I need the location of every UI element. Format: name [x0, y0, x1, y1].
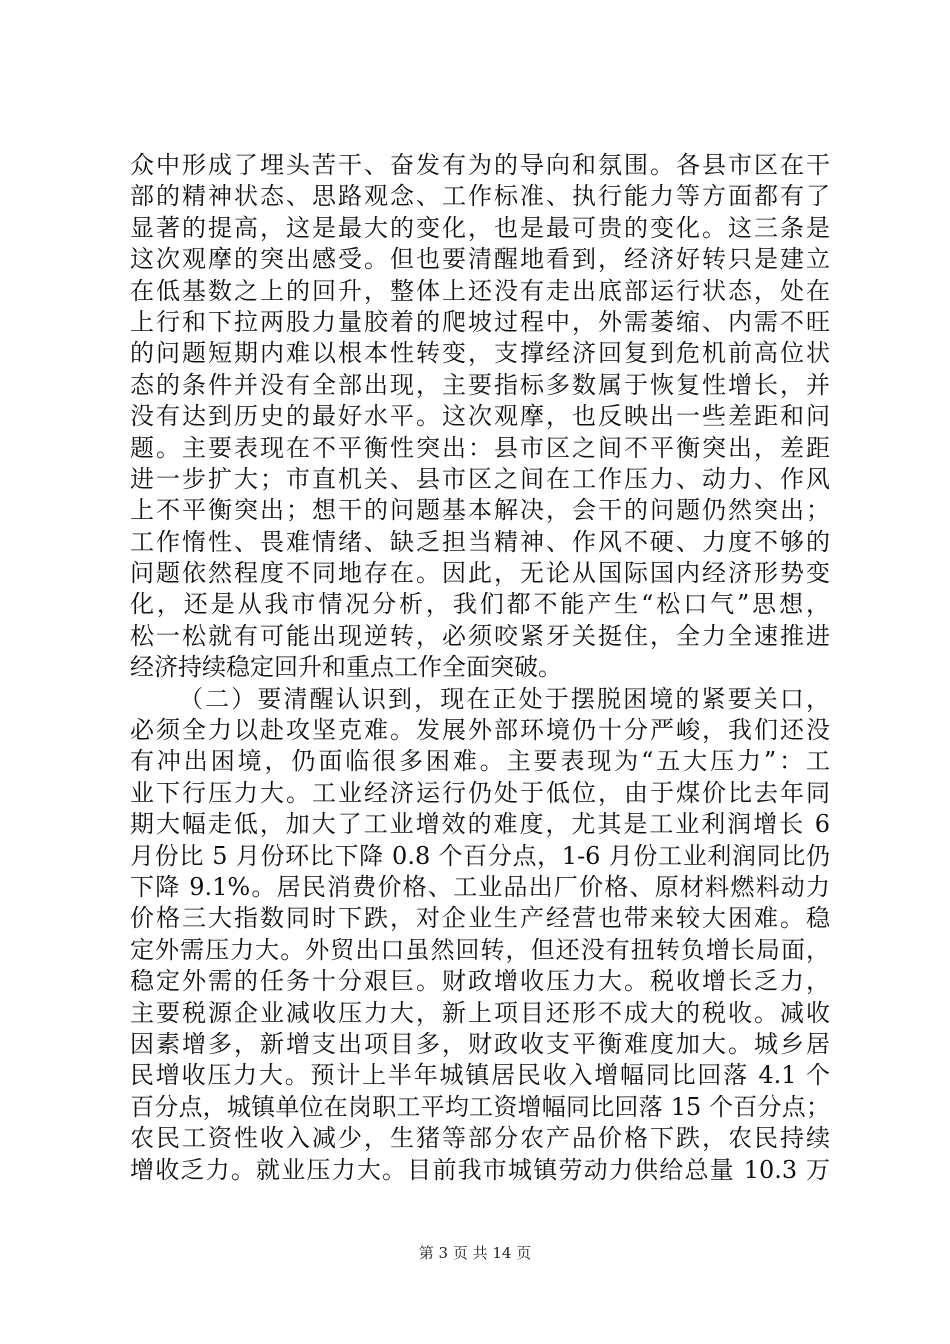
- document-body: [130, 150, 830, 1186]
- text-line: 松一松就有可能出现逆转，必须咬紧牙关挺住，全力全速推进: [130, 621, 830, 650]
- text-line: 下降 9.1%。居民消费价格、工业品出厂价格、原材料燃料动力: [130, 872, 830, 901]
- text-line: 显著的提高，这是最大的变化，也是最可贵的变化。这三条是: [130, 213, 830, 242]
- text-line: 部的精神状态、思路观念、工作标准、执行能力等方面都有了: [130, 182, 830, 211]
- paragraph-1: [130, 150, 830, 684]
- text-line: 上行和下拉两股力量胶着的爬坡过程中，外需萎缩、内需不旺: [130, 307, 830, 336]
- text-line: 定外需压力大。外贸出口虽然回转，但还没有扭转负增长局面，: [130, 935, 830, 964]
- text-line: 百分点，城镇单位在岗职工平均工资增幅同比回落 15 个百分点；: [130, 1092, 830, 1121]
- paragraph-2: [130, 684, 830, 1186]
- text-line: 态的条件并没有全部出现，主要指标多数属于恢复性增长，并: [130, 370, 830, 399]
- text-line: 的问题短期内难以根本性转变，支撑经济回复到危机前高位状: [130, 339, 830, 368]
- text-line: 农民工资性收入减少，生猪等部分农产品价格下跌，农民持续: [130, 1124, 830, 1153]
- text-line: 因素增多，新增支出项目多，财政收支平衡难度加大。城乡居: [130, 1029, 830, 1058]
- text-line: 主要税源企业减收压力大，新上项目还形不成大的税收。减收: [130, 998, 830, 1027]
- text-line: 进一步扩大；市直机关、县市区之间在工作压力、动力、作风: [130, 464, 830, 493]
- text-line: 没有达到历史的最好水平。这次观摩，也反映出一些差距和问: [130, 402, 830, 431]
- text-line: 业下行压力大。工业经济运行仍处于低位，由于煤价比去年同: [130, 778, 830, 807]
- text-line: 题。主要表现在不平衡性突出：县市区之间不平衡突出，差距: [130, 433, 830, 462]
- text-line: 增收乏力。就业压力大。目前我市城镇劳动力供给总量 10.3 万: [130, 1155, 830, 1184]
- text-line: 期大幅走低，加大了工业增效的难度，尤其是工业利润增长 6: [130, 810, 830, 839]
- text-line: 在低基数之上的回升，整体上还没有走出底部运行状态，处在: [130, 276, 830, 305]
- text-line: 稳定外需的任务十分艰巨。财政增收压力大。税收增长乏力，: [130, 967, 830, 996]
- text-line: 这次观摩的突出感受。但也要清醒地看到，经济好转只是建立: [130, 245, 830, 274]
- text-line: 价格三大指数同时下跌，对企业生产经营也带来较大困难。稳: [130, 904, 830, 933]
- text-line: 问题依然程度不同地存在。因此，无论从国际国内经济形势变: [130, 559, 830, 588]
- text-line: 民增收压力大。预计上半年城镇居民收入增幅同比回落 4.1 个: [130, 1061, 830, 1090]
- text-line: 必须全力以赴攻坚克难。发展外部环境仍十分严峻，我们还没: [130, 716, 830, 745]
- text-line: 上不平衡突出；想干的问题基本解决，会干的问题仍然突出；: [130, 496, 830, 525]
- text-line: 月份比 5 月份环比下降 0.8 个百分点，1-6 月份工业利润同比仍: [130, 841, 830, 870]
- text-line: 化，还是从我市情况分析，我们都不能产生“松口气”思想，: [130, 590, 830, 619]
- text-line: 经济持续稳定回升和重点工作全面突破。: [130, 653, 562, 682]
- text-line: 工作惰性、畏难情绪、缺乏担当精神、作风不硬、力度不够的: [130, 527, 830, 556]
- text-line: 有冲出困境，仍面临很多困难。主要表现为“五大压力”：工: [130, 747, 830, 776]
- page-number-footer: 第 3 页 共 14 页: [418, 1244, 532, 1262]
- text-line: 众中形成了埋头苦干、奋发有为的导向和氛围。各县市区在干: [130, 151, 830, 179]
- text-line: （二）要清醒认识到，现在正处于摆脱困境的紧要关口，: [179, 684, 830, 713]
